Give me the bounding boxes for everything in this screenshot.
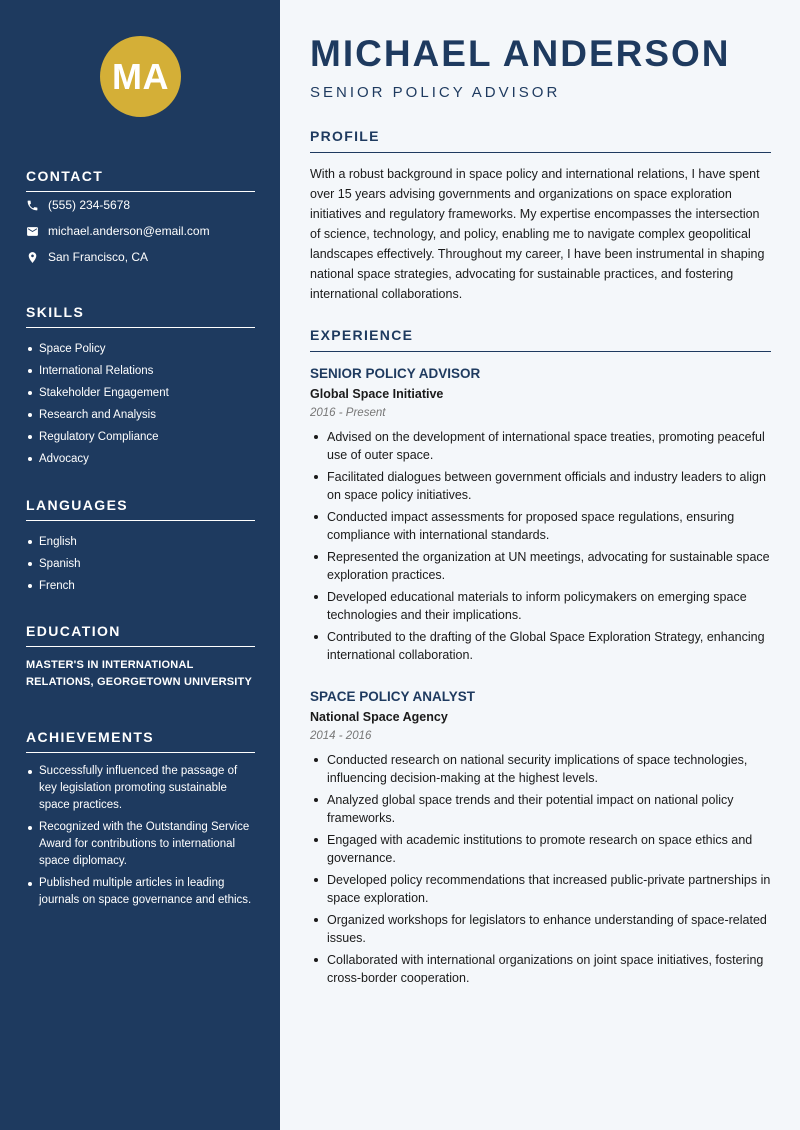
location-pin-icon (26, 251, 39, 264)
contact-location-text: San Francisco, CA (48, 250, 149, 264)
job-bullet: Analyzed global space trends and their potential impact on national policy frameworks. (310, 791, 771, 827)
job-bullet: Engaged with academic institutions to promote research on space ethics and governance. (310, 831, 771, 867)
profile-heading: PROFILE (310, 128, 771, 153)
experience-section (310, 327, 771, 352)
education-section (26, 623, 255, 691)
person-title: SENIOR POLICY ADVISOR (310, 84, 561, 101)
skills-list (26, 338, 255, 470)
experience-heading: EXPERIENCE (310, 327, 771, 352)
languages-list (26, 531, 255, 597)
email-icon (26, 225, 39, 238)
job-bullets (310, 428, 771, 664)
achievement-item: Published multiple articles in leading journals on space governance and ethics. (26, 875, 255, 909)
job-organization: Global Space Initiative (310, 387, 444, 401)
skill-item: Advocacy (26, 448, 255, 470)
job-bullet: Advised on the development of international space treaties, promoting peaceful use of outer space. (310, 428, 771, 464)
avatar-initials: MA (100, 36, 181, 117)
job-entry (310, 366, 771, 668)
job-bullet: Developed educational materials to inform policymakers on emerging space technologies and their implications. (310, 588, 771, 624)
profile-text: With a robust background in space policy and international relations, I have spent over 15 years advising governments and organizations on space exploration initiatives and regulatory frameworks. My expertise encompasses the intersection of science, technology, and policy, enabling me to navigate complex geopolitical landscapes effectively. Throughout my career, I have been instrumental in shaping national space strategies, advocating for sustainable practices, and fostering international collaborations. (310, 167, 765, 301)
contact-phone (26, 192, 255, 218)
achievement-item: Successfully influenced the passage of key legislation promoting sustainable space practices. (26, 763, 255, 814)
job-bullet: Represented the organization at UN meetings, advocating for sustainable space exploration practices. (310, 548, 771, 584)
job-bullet: Contributed to the drafting of the Global Space Exploration Strategy, enhancing international collaboration. (310, 628, 771, 664)
skills-heading: SKILLS (26, 304, 255, 328)
job-entry (310, 689, 771, 991)
job-bullet: Conducted research on national security implications of space technologies, influencing decision-making at the highest levels. (310, 751, 771, 787)
person-name: MICHAEL ANDERSON (310, 33, 731, 74)
languages-heading: LANGUAGES (26, 497, 255, 521)
profile-section (310, 128, 771, 304)
contact-location (26, 244, 255, 270)
education-degree: MASTER'S IN INTERNATIONAL RELATIONS, GEORGETOWN UNIVERSITY (26, 659, 253, 688)
education-heading: EDUCATION (26, 623, 255, 647)
achievements-section (26, 729, 255, 914)
job-bullet: Collaborated with international organizations on joint space initiatives, fostering cross-border cooperation. (310, 951, 771, 987)
job-dates: 2016 - Present (310, 407, 386, 419)
job-bullet: Facilitated dialogues between government officials and industry leaders to align on space policy initiatives. (310, 468, 771, 504)
language-item: Spanish (26, 553, 255, 575)
languages-section (26, 497, 255, 597)
job-role: SENIOR POLICY ADVISOR (310, 366, 481, 381)
skill-item: Research and Analysis (26, 404, 255, 426)
skill-item: Space Policy (26, 338, 255, 360)
skill-item: Stakeholder Engagement (26, 382, 255, 404)
job-organization: National Space Agency (310, 710, 448, 724)
job-bullet: Organized workshops for legislators to enhance understanding of space-related issues. (310, 911, 771, 947)
job-role: SPACE POLICY ANALYST (310, 689, 476, 704)
contact-email (26, 218, 255, 244)
skill-item: International Relations (26, 360, 255, 382)
language-item: French (26, 575, 255, 597)
job-bullet: Developed policy recommendations that increased public-private partnerships in space exploration. (310, 871, 771, 907)
language-item: English (26, 531, 255, 553)
phone-icon (26, 199, 39, 212)
achievements-list (26, 763, 255, 909)
achievement-item: Recognized with the Outstanding Service Award for contributions to international space diplomacy. (26, 819, 255, 870)
job-dates: 2014 - 2016 (310, 730, 372, 742)
sidebar (0, 0, 280, 1130)
job-bullet: Conducted impact assessments for proposed space regulations, ensuring compliance with international standards. (310, 508, 771, 544)
contact-heading: CONTACT (26, 168, 255, 192)
contact-email-text[interactable]: michael.anderson@email.com (48, 224, 210, 238)
contact-section (26, 168, 255, 270)
skill-item: Regulatory Compliance (26, 426, 255, 448)
skills-section (26, 304, 255, 470)
job-bullets (310, 751, 771, 987)
contact-phone-text[interactable]: (555) 234-5678 (48, 198, 131, 212)
achievements-heading: ACHIEVEMENTS (26, 729, 255, 753)
